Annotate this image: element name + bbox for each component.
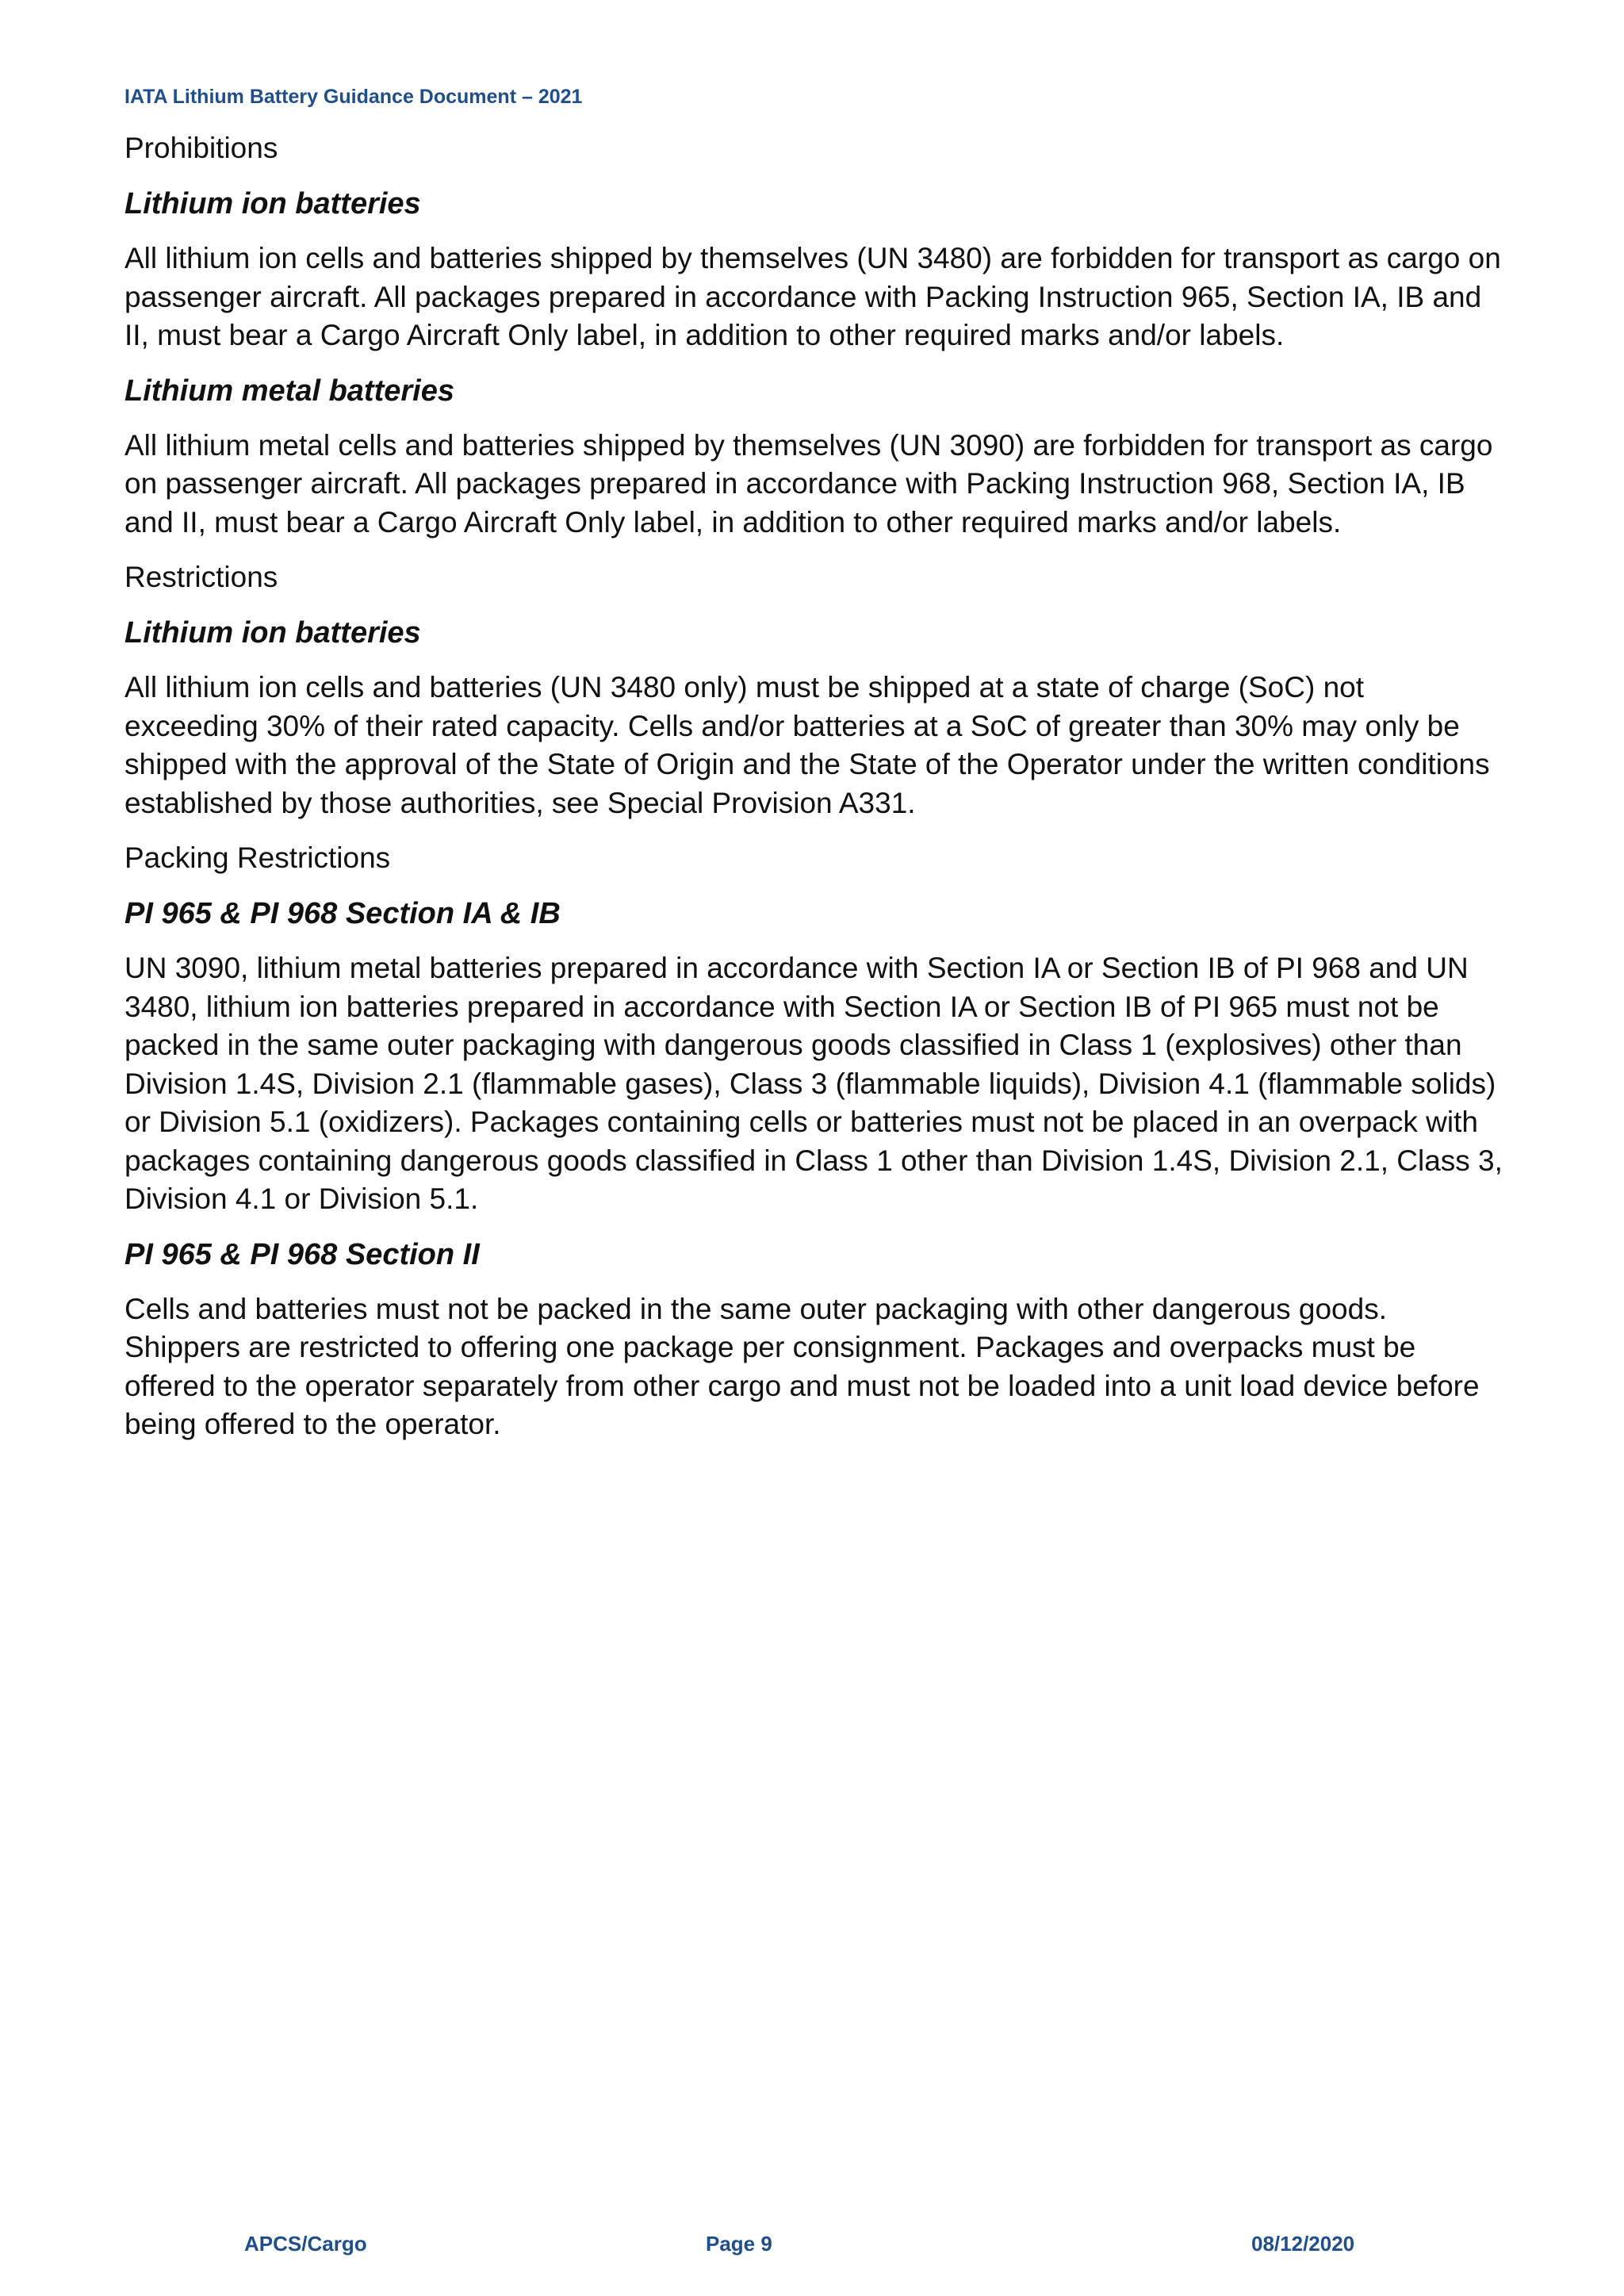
prohibitions-ion-heading: Lithium ion batteries: [124, 187, 421, 220]
footer-page-number: Page 9: [706, 2232, 772, 2256]
packing-ii-heading: PI 965 & PI 968 Section II: [124, 1237, 480, 1271]
prohibitions-heading: Prohibitions: [124, 132, 278, 164]
document-body: [124, 128, 1504, 1460]
prohibitions-metal-paragraph: All lithium metal cells and batteries shipped by themselves (UN 3090) are forbidden for transport as cargo on passenger aircraft. All packages prepared in accordance with Packing Instruction 968, Section IA, IB and II, must bear a Cargo Aircraft Only label, in addition to other required marks and/or labels.: [124, 428, 1493, 539]
restrictions-heading: Restrictions: [124, 561, 278, 593]
packing-ia-ib-heading: PI 965 & PI 968 Section IA & IB: [124, 897, 561, 930]
prohibitions-metal-heading: Lithium metal batteries: [124, 374, 454, 408]
footer-date: 08/12/2020: [1251, 2232, 1355, 2256]
footer-department: APCS/Cargo: [244, 2232, 367, 2256]
running-header: IATA Lithium Battery Guidance Document – 2021: [124, 86, 583, 108]
restrictions-ion-paragraph: All lithium ion cells and batteries (UN 3480 only) must be shipped at a state of charge (SoC) not exceeding 30% of their rated capacity. Cells and/or batteries at a SoC of greater than 30% may only be shipped with the approval of the State of Origin and the State of the Operator under the written conditions established by those authorities, see Special Provision A331.: [124, 671, 1490, 819]
restrictions-ion-heading: Lithium ion batteries: [124, 616, 421, 650]
packing-restrictions-heading: Packing Restrictions: [124, 841, 391, 874]
prohibitions-ion-paragraph: All lithium ion cells and batteries shipped by themselves (UN 3480) are forbidden for transport as cargo on passenger aircraft. All packages prepared in accordance with Packing Instruction 965, Section IA, IB and II, must bear a Cargo Aircraft Only label, in addition to other required marks and/or labels.: [124, 242, 1501, 351]
packing-ii-paragraph: Cells and batteries must not be packed in the same outer packaging with other dangerous goods. Shippers are restricted to offering one package per consignment. Packages and overpacks must be offered to the operator separately from other cargo and must not be loaded into a unit load device before being offered to the operator.: [124, 1292, 1480, 1440]
packing-ia-ib-paragraph: UN 3090, lithium metal batteries prepared in accordance with Section IA or Section IB of PI 968 and UN 3480, lithium ion batteries prepared in accordance with Section IA or Section IB of PI 965 must not be packed in the same outer packaging with dangerous goods classified in Class 1 (explosives) other than Division 1.4S, Division 2.1 (flammable gases), Class 3 (flammable liquids), Division 4.1 (flammable solids) or Division 5.1 (oxidizers). Packages containing cells or batteries must not be placed in an overpack with packages containing dangerous goods classified in Class 1 other than Division 1.4S, Division 2.1, Class 3, Division 4.1 or Division 5.1.: [124, 952, 1503, 1215]
